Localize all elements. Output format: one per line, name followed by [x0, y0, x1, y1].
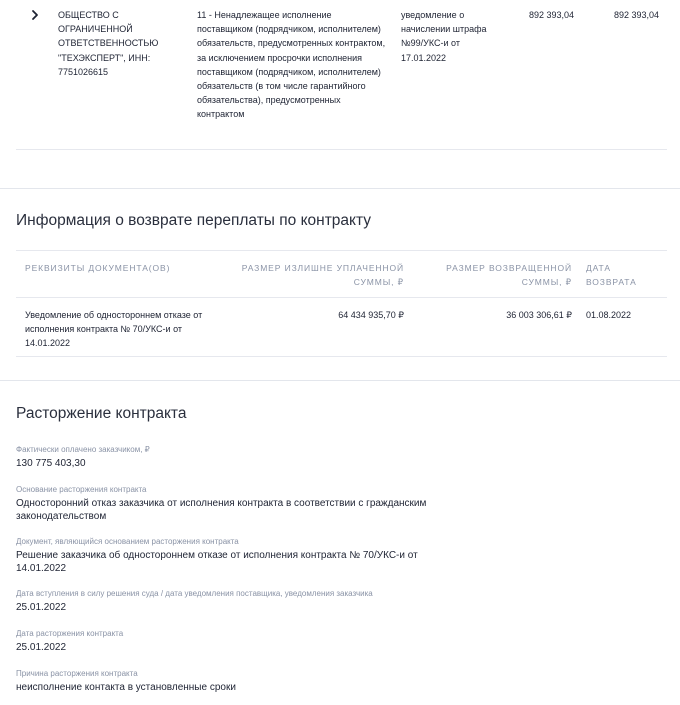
row-return-date: 01.08.2022	[586, 310, 632, 320]
field-label: Дата расторжения контракта	[16, 629, 124, 638]
row-returned-amount: 36 003 306,61 ₽	[506, 310, 572, 320]
column-header-returned-amount: РАЗМЕР ВОЗВРАЩЕННОЙ СУММЫ, ₽	[446, 263, 572, 287]
field-decision-effective-date	[16, 588, 436, 615]
field-actually-paid	[16, 444, 436, 471]
table-header-separator	[16, 297, 667, 298]
overpayment-table	[16, 250, 667, 357]
column-header-documents: РЕКВИЗИТЫ ДОКУМЕНТА(ОВ)	[25, 263, 171, 273]
field-label: Причина расторжения контракта	[16, 669, 138, 678]
row-overpaid-amount: 64 434 935,70 ₽	[338, 310, 404, 320]
field-label: Дата вступления в силу решения суда / дата уведомления поставщика, уведомления заказчика	[16, 589, 373, 598]
field-value: 130 775 403,30	[16, 458, 86, 469]
chevron-right-icon[interactable]	[30, 9, 40, 21]
field-label: Фактически оплачено заказчиком, ₽	[16, 445, 150, 454]
field-termination-document	[16, 536, 436, 575]
penalty-table-row	[16, 0, 667, 150]
column-header-return-date: ДАТА ВОЗВРАТА	[586, 263, 637, 287]
penalty-document: уведомление о начислении штрафа №99/УКС-и от 17.01.2022	[401, 10, 487, 63]
row-document: Уведомление об одностороннем отказе от исполнения контракта № 70/УКС-и от 14.01.2022	[25, 310, 203, 349]
penalty-reason: 11 - Ненадлежащее исполнение поставщиком (подрядчиком, исполнителем) обязательств, предусмотренных контрактом, за исключением просрочки исполнения поставщиком (подрядчиком, исполнителем) обязательств (в том числе гарантийного обязательства), предусмотренных контрактом	[197, 10, 386, 120]
supplier-name: ОБЩЕСТВО С ОГРАНИЧЕННОЙ ОТВЕТСТВЕННОСТЬЮ "ТЕХЭКСПЕРТ", ИНН: 7751026615	[58, 10, 159, 77]
field-value: неисполнение контакта в установленные сроки	[16, 682, 236, 693]
field-termination-reason	[16, 668, 436, 695]
column-header-overpaid-amount: РАЗМЕР ИЗЛИШНЕ УПЛАЧЕННОЙ СУММЫ, ₽	[241, 263, 404, 287]
section-divider	[0, 188, 680, 189]
field-label: Основание расторжения контракта	[16, 485, 147, 494]
field-value: Решение заказчика об одностороннем отказе от исполнения контракта № 70/УКС-и от 14.01.2022	[16, 550, 418, 574]
section-divider	[0, 380, 680, 381]
field-value: 25.01.2022	[16, 642, 67, 653]
field-termination-basis	[16, 484, 436, 523]
field-termination-date	[16, 628, 436, 655]
field-value: 25.01.2022	[16, 602, 67, 613]
overpayment-section-title: Информация о возврате переплаты по контракту	[16, 212, 372, 229]
field-value: Односторонний отказ заказчика от исполнения контракта в соответствии с гражданским законодательством	[16, 498, 427, 522]
penalty-amount-paid: 892 393,04	[613, 10, 659, 20]
termination-section-title: Расторжение контракта	[16, 405, 187, 422]
field-label: Документ, являющийся основанием расторжения контракта	[16, 537, 239, 546]
penalty-amount-accrued: 892 393,04	[528, 10, 574, 20]
